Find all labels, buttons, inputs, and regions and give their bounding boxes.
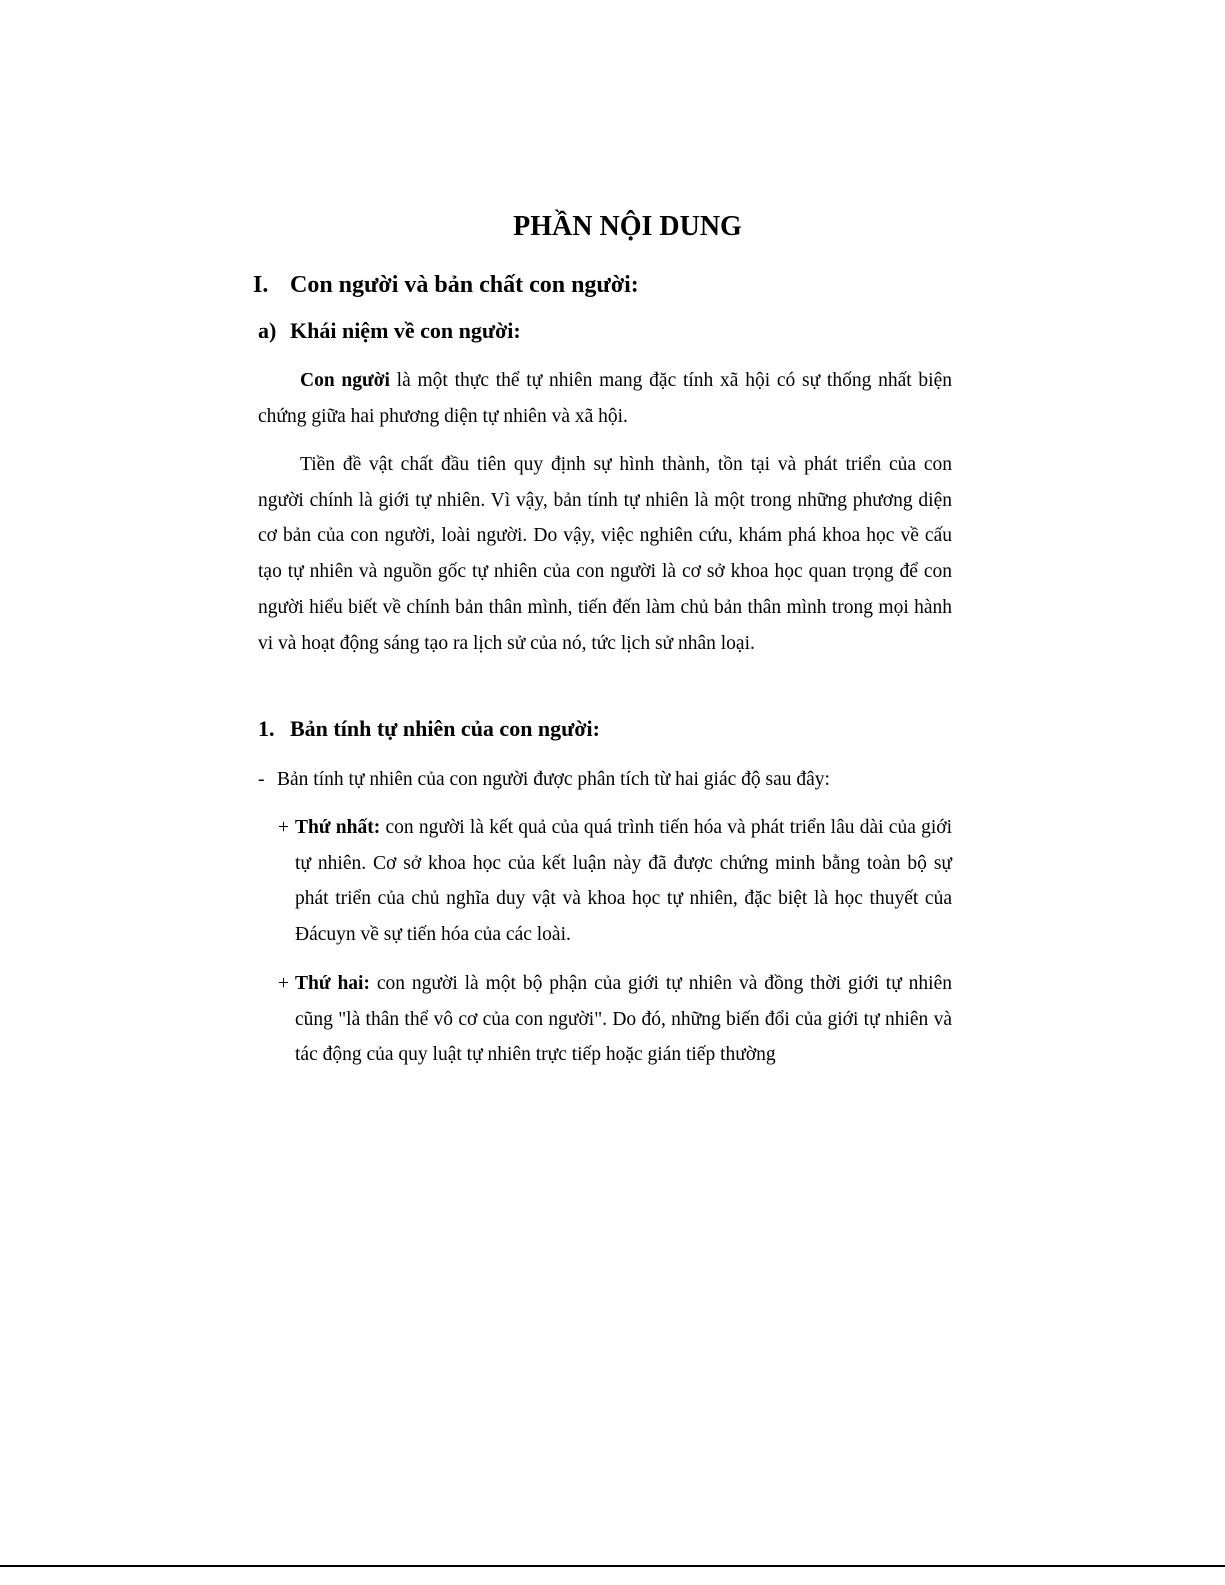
plus-list-item-2 (278, 966, 952, 1073)
paragraph-definition (258, 363, 952, 434)
list-item-text: con người là một bộ phận của giới tự nhiên và đồng thời giới tự nhiên cũng "là thân thể vô cơ của con người". Do đó, những biến đổi của giới tự nhiên và tác động của quy luật tự nhiên trực tiếp hoặc gián tiếp thường (295, 973, 952, 1066)
bold-term: Thứ nhất: (295, 817, 381, 838)
section-heading-1 (253, 267, 639, 303)
bottom-divider (0, 1565, 1225, 1567)
list-item-text: con người là kết quả của quá trình tiến hóa và phát triển lâu dài của giới tự nhiên. Cơ sở khoa học của kết luận này đã được chứng minh bằng toàn bộ sự phát triển của chủ nghĩa duy vật và khoa học tự nhiên, đặc biệt là học thuyết của Đácuyn về sự tiến hóa của các loài. (295, 817, 952, 946)
subsection-number: a) (258, 318, 277, 343)
paragraph-text: là một thực thể tự nhiên mang đặc tính xã hội có sự thống nhất biện chứng giữa hai phương diện tự nhiên và xã hội. (258, 370, 952, 427)
dash-marker: - (258, 769, 265, 790)
dash-list-item (258, 762, 952, 798)
subsection-heading-text: Bản tính tự nhiên của con người: (290, 716, 600, 741)
paragraph-premise (258, 447, 952, 661)
subsection-number: 1. (258, 716, 275, 741)
paragraph-text: Tiền đề vật chất đầu tiên quy định sự hình thành, tồn tại và phát triển của con người chính là giới tự nhiên. Vì vậy, bản tính tự nhiên là một trong những phương diện cơ bản của con người, loài người. Do vậy, việc nghiên cứu, khám phá khoa học về cấu tạo tự nhiên và nguồn gốc tự nhiên của con người là cơ sở khoa học quan trọng để con người hiểu biết về chính bản thân mình, tiến đến làm chủ bản thân mình trong mọi hành vi và hoạt động sáng tạo ra lịch sử của nó, tức lịch sử nhân loại. (258, 454, 952, 654)
bold-term: Thứ hai: (295, 973, 370, 994)
bold-term: Con người (300, 370, 390, 391)
section-number: I. (253, 272, 269, 298)
plus-marker: + (278, 973, 289, 994)
list-item-text: Bản tính tự nhiên của con người được phân tích từ hai giác độ sau đây: (277, 769, 830, 790)
section-heading-text: Con người và bản chất con người: (290, 272, 639, 298)
subsection-heading-a (258, 314, 521, 348)
plus-marker: + (278, 817, 289, 838)
subsection-heading-text: Khái niệm về con người: (290, 318, 521, 343)
plus-list-item-1 (278, 810, 952, 953)
subsection-heading-1 (258, 712, 600, 746)
page-title: PHẦN NỘI DUNG (513, 211, 742, 242)
